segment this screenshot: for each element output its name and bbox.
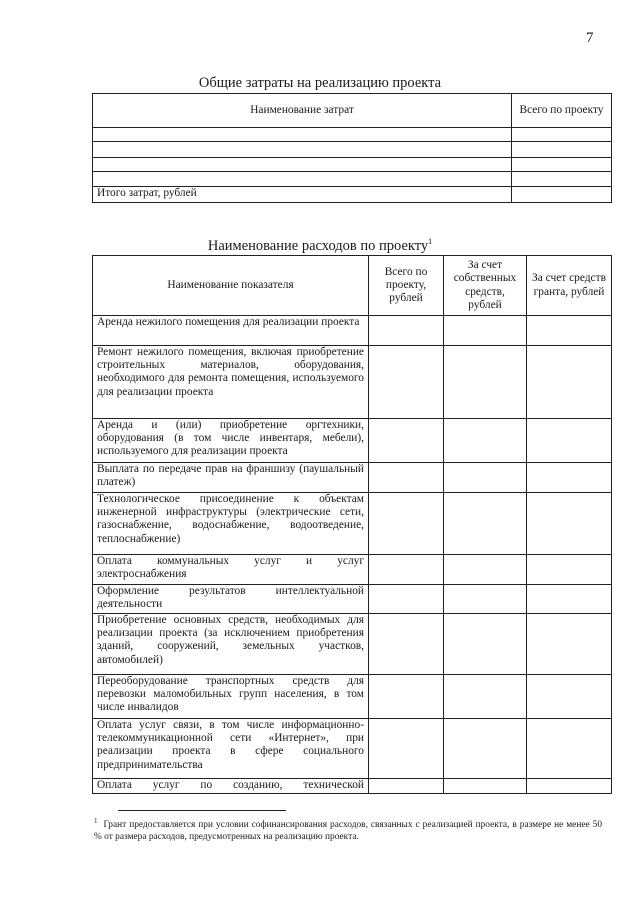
table-row: [93, 142, 612, 158]
row-label: Технологическое присоединение к объектам инженерной инфраструктуры (электрические сети, газоснабжение, водоснабжение, водоотведение, теплоснабжение): [93, 493, 369, 555]
row-label: Оплата услуг связи, в том числе информационно-телекоммуникационной сети «Интернет», при реализации проекта в сфере социального предпринимательства: [93, 719, 369, 779]
cell[interactable]: [369, 493, 444, 555]
cell[interactable]: [512, 172, 612, 187]
header-own-funds: За счет собственных средств, рублей: [444, 256, 527, 316]
row-label: Оплата услуг по созданию, технической: [93, 779, 369, 794]
cell[interactable]: [369, 779, 444, 794]
cell[interactable]: [444, 419, 527, 463]
header-grant-funds: За счет средств гранта, рублей: [527, 256, 612, 316]
cell[interactable]: [369, 585, 444, 614]
cell[interactable]: [369, 316, 444, 346]
total-label: Итого затрат, рублей: [93, 187, 512, 203]
header-total: Всего по проекту: [512, 94, 612, 128]
header-cost-name: Наименование затрат: [93, 94, 512, 128]
cell[interactable]: [444, 493, 527, 555]
table-row: [93, 128, 612, 142]
cell[interactable]: [369, 719, 444, 779]
total-value-cell[interactable]: [512, 187, 612, 203]
table-row: [93, 779, 612, 794]
total-row: [93, 187, 612, 203]
table-row: [93, 158, 612, 172]
cell[interactable]: [93, 172, 512, 187]
table-row: [93, 493, 612, 555]
row-label: Аренда нежилого помещения для реализации проекта: [93, 316, 369, 346]
cell[interactable]: [369, 614, 444, 675]
cell[interactable]: [444, 779, 527, 794]
cell[interactable]: [527, 614, 612, 675]
table-row: [93, 419, 612, 463]
cell[interactable]: [369, 346, 444, 419]
table-row: [93, 172, 612, 187]
header-total-project: Всего по проекту, рублей: [369, 256, 444, 316]
row-label: Приобретение основных средств, необходимых для реализации проекта (за исключением приобретения зданий, сооружений, земельных участков, автомобилей): [93, 614, 369, 675]
cell[interactable]: [512, 128, 612, 142]
total-costs-table: [92, 93, 612, 203]
footnote-marker: 1: [94, 817, 98, 825]
row-label: Оформление результатов интеллектуальной деятельности: [93, 585, 369, 614]
table1-title: Общие затраты на реализацию проекта: [198, 75, 442, 91]
cell[interactable]: [369, 555, 444, 585]
cell[interactable]: [444, 719, 527, 779]
table-row: [93, 675, 612, 719]
table-row: [93, 555, 612, 585]
table-row: [93, 614, 612, 675]
footnote-text: Грант предоставляется при условии софинансирования расходов, связанных с реализацией проекта, в размере не менее 50 % от размера расходов, предусмотренных на реализацию проекта.: [94, 820, 603, 843]
cell[interactable]: [527, 585, 612, 614]
footnote-divider: [118, 810, 286, 811]
table-row: [93, 346, 612, 419]
page-number: 7: [586, 30, 594, 46]
expenses-table: [92, 255, 612, 794]
footnote-ref: 1: [428, 237, 433, 246]
cell[interactable]: [369, 675, 444, 719]
cell[interactable]: [527, 346, 612, 419]
cell[interactable]: [527, 555, 612, 585]
cell[interactable]: [527, 316, 612, 346]
table-row: [93, 463, 612, 493]
table-row: [93, 719, 612, 779]
cell[interactable]: [512, 142, 612, 158]
row-label: Ремонт нежилого помещения, включая приобретение строительных материалов, оборудования, необходимого для ремонта помещения, используемого для реализации проекта: [93, 346, 369, 419]
cell[interactable]: [93, 128, 512, 142]
footnote: [94, 815, 602, 843]
cell[interactable]: [527, 779, 612, 794]
row-label: Аренда и (или) приобретение оргтехники, оборудования (в том числе инвентаря, мебели), используемого для реализации проекта: [93, 419, 369, 463]
cell[interactable]: [444, 585, 527, 614]
cell[interactable]: [369, 419, 444, 463]
table-row: [93, 316, 612, 346]
table-row: [93, 585, 612, 614]
cell[interactable]: [527, 463, 612, 493]
cell[interactable]: [444, 463, 527, 493]
cell[interactable]: [444, 346, 527, 419]
row-label: Выплата по передаче прав на франшизу (паушальный платеж): [93, 463, 369, 493]
cell[interactable]: [93, 158, 512, 172]
cell[interactable]: [527, 675, 612, 719]
cell[interactable]: [527, 719, 612, 779]
cell[interactable]: [444, 316, 527, 346]
cell[interactable]: [93, 142, 512, 158]
row-label: Оплата коммунальных услуг и услуг электроснабжения: [93, 555, 369, 585]
cell[interactable]: [369, 463, 444, 493]
cell[interactable]: [512, 158, 612, 172]
row-label: Переоборудование транспортных средств для перевозки маломобильных групп населения, в том числе инвалидов: [93, 675, 369, 719]
cell[interactable]: [444, 675, 527, 719]
cell[interactable]: [444, 614, 527, 675]
cell[interactable]: [527, 419, 612, 463]
table2-title: Наименование расходов по проекту$^1$: [207, 237, 433, 254]
header-indicator: Наименование показателя: [93, 256, 369, 316]
cell[interactable]: [527, 493, 612, 555]
cell[interactable]: [444, 555, 527, 585]
